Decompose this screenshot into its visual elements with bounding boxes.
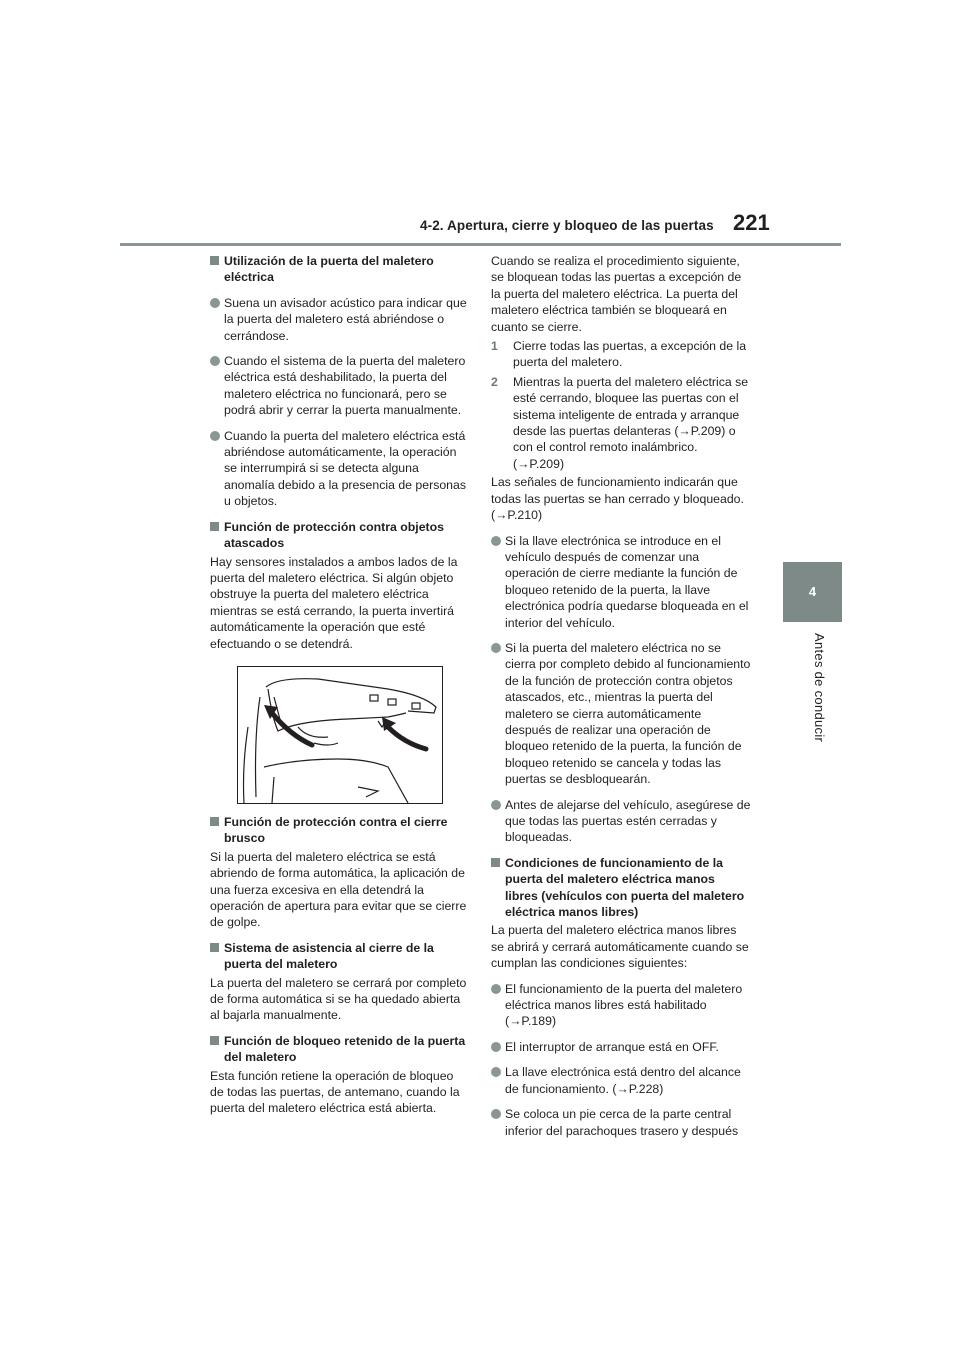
section-heading: Función de bloqueo retenido de la puerta del maletero — [210, 1033, 470, 1066]
page-number: 221 — [733, 210, 770, 235]
circle-bullet-icon — [491, 984, 501, 994]
circle-bullet-icon — [491, 1067, 501, 1077]
circle-bullet-icon — [210, 298, 220, 308]
left-column — [210, 253, 470, 1117]
circle-bullet-icon — [210, 356, 220, 366]
right-column — [491, 253, 751, 1139]
section-heading: Función de protección contra el cierre brusco — [210, 814, 470, 847]
paragraph: La puerta del maletero eléctrica manos libres se abrirá y cerrará automáticamente cuando se cumplan las condiciones siguientes: — [491, 923, 749, 971]
section-title: 4-2. Apertura, cierre y bloqueo de las puertas — [420, 218, 714, 233]
circle-bullet-icon — [491, 536, 501, 546]
paragraph: Las señales de funcionamiento indicarán que todas las puertas se han cerrado y bloqueado. (→P.210) — [491, 475, 744, 523]
tailgate-sensor-icon — [238, 667, 442, 803]
square-bullet-icon — [210, 943, 219, 952]
paragraph: La puerta del maletero se cerrará por completo de forma automática si se ha quedado abierta al bajarla manualmente. — [210, 975, 467, 1023]
chapter-label: Antes de conducir — [812, 633, 827, 743]
bullet-item: Cuando la puerta del maletero eléctrica está abriéndose automáticamente, la operación se interrumpirá si se detecta alguna anomalía debido a la presencia de personas u objetos. — [210, 428, 470, 510]
step-item: 1 Cierre todas las puertas, a excepción de la puerta del maletero. — [491, 339, 747, 370]
section-heading: Función de protección contra objetos atascados — [210, 519, 470, 552]
section-heading: Sistema de asistencia al cierre de la puerta del maletero — [210, 940, 470, 973]
square-bullet-icon — [210, 256, 219, 265]
chapter-tab: 4 — [783, 562, 842, 622]
circle-bullet-icon — [210, 431, 220, 441]
bullet-item: Suena un avisador acústico para indicar que la puerta del maletero está abriéndose o cerrándose. — [210, 295, 470, 344]
bullet-item: Si la llave electrónica se introduce en el vehículo después de comenzar una operación de cierre mediante la función de bloqueo retenido de la puerta, la llave electrónica podría quedarse bloqueada en el interior del vehículo. — [491, 533, 751, 631]
bullet-item: Antes de alejarse del vehículo, asegúrese de que todas las puertas estén cerradas y bloqueadas. — [491, 797, 751, 846]
bullet-item: La llave electrónica está dentro del alcance de funcionamiento. (→P.228) — [491, 1064, 751, 1097]
header-divider — [120, 243, 841, 246]
section-heading: Condiciones de funcionamiento de la puerta del maletero eléctrica manos libres (vehículos con puerta del maletero eléctrica manos libres) — [491, 855, 751, 921]
paragraph: Cuando se realiza el procedimiento siguiente, se bloquean todas las puertas a excepción de la puerta del maletero eléctrica. La puerta del maletero eléctrica también se bloqueará en cuanto se cierre. — [491, 254, 742, 334]
circle-bullet-icon — [491, 800, 501, 810]
bullet-item: El funcionamiento de la puerta del maletero eléctrica manos libres está habilitado (→P.189) — [491, 981, 751, 1030]
bullet-item: El interruptor de arranque está en OFF. — [491, 1039, 751, 1055]
paragraph: Esta función retiene la operación de bloqueo de todas las puertas, de antemano, cuando la puerta del maletero eléctrica está abierta. — [210, 1068, 460, 1116]
bullet-item: Cuando el sistema de la puerta del maletero eléctrica está deshabilitado, la puerta del maletero eléctrica no funcionará, pero se podrá abrir y cerrar la puerta manualmente. — [210, 353, 470, 419]
step-number: 1 — [491, 339, 498, 354]
square-bullet-icon — [210, 817, 219, 826]
paragraph: Si la puerta del maletero eléctrica se está abriendo de forma automática, la aplicación de una fuerza excesiva en ella detendrá la operación de apertura para evitar que se cierre de golpe. — [210, 849, 467, 930]
square-bullet-icon — [210, 522, 219, 531]
circle-bullet-icon — [491, 643, 501, 653]
section-heading: Utilización de la puerta del maletero eléctrica — [210, 253, 470, 286]
bullet-item: Si la puerta del maletero eléctrica no se cierra por completo debido al funcionamiento de la función de protección contra objetos atascados, etc., mientras la puerta del maletero se cierra automáticamente después de realizar una operación de bloqueo retenido de la puerta, la función de bloqueo retenido se cancela y todas las puertas se desbloquearán. — [491, 640, 751, 788]
tailgate-sensor-illustration — [237, 666, 443, 804]
circle-bullet-icon — [491, 1042, 501, 1052]
square-bullet-icon — [210, 1036, 219, 1045]
step-number: 2 — [491, 374, 498, 389]
step-item: 2 Mientras la puerta del maletero eléctrica se esté cerrando, bloquee las puertas con el sistema inteligente de entrada y arranque desde las puertas delanteras (→P.209) o con el control remoto inalámbrico. (→P.209) — [491, 374, 749, 471]
paragraph: Hay sensores instalados a ambos lados de la puerta del maletero eléctrica. Si algún objeto obstruye la puerta del maletero eléctrica mientras se está cerrando, la puerta invertirá automáticamente la operación que esté efectuando o se detendrá. — [210, 554, 458, 651]
square-bullet-icon — [491, 858, 500, 867]
circle-bullet-icon — [491, 1109, 501, 1119]
bullet-item: Se coloca un pie cerca de la parte central inferior del parachoques trasero y después — [491, 1106, 751, 1139]
